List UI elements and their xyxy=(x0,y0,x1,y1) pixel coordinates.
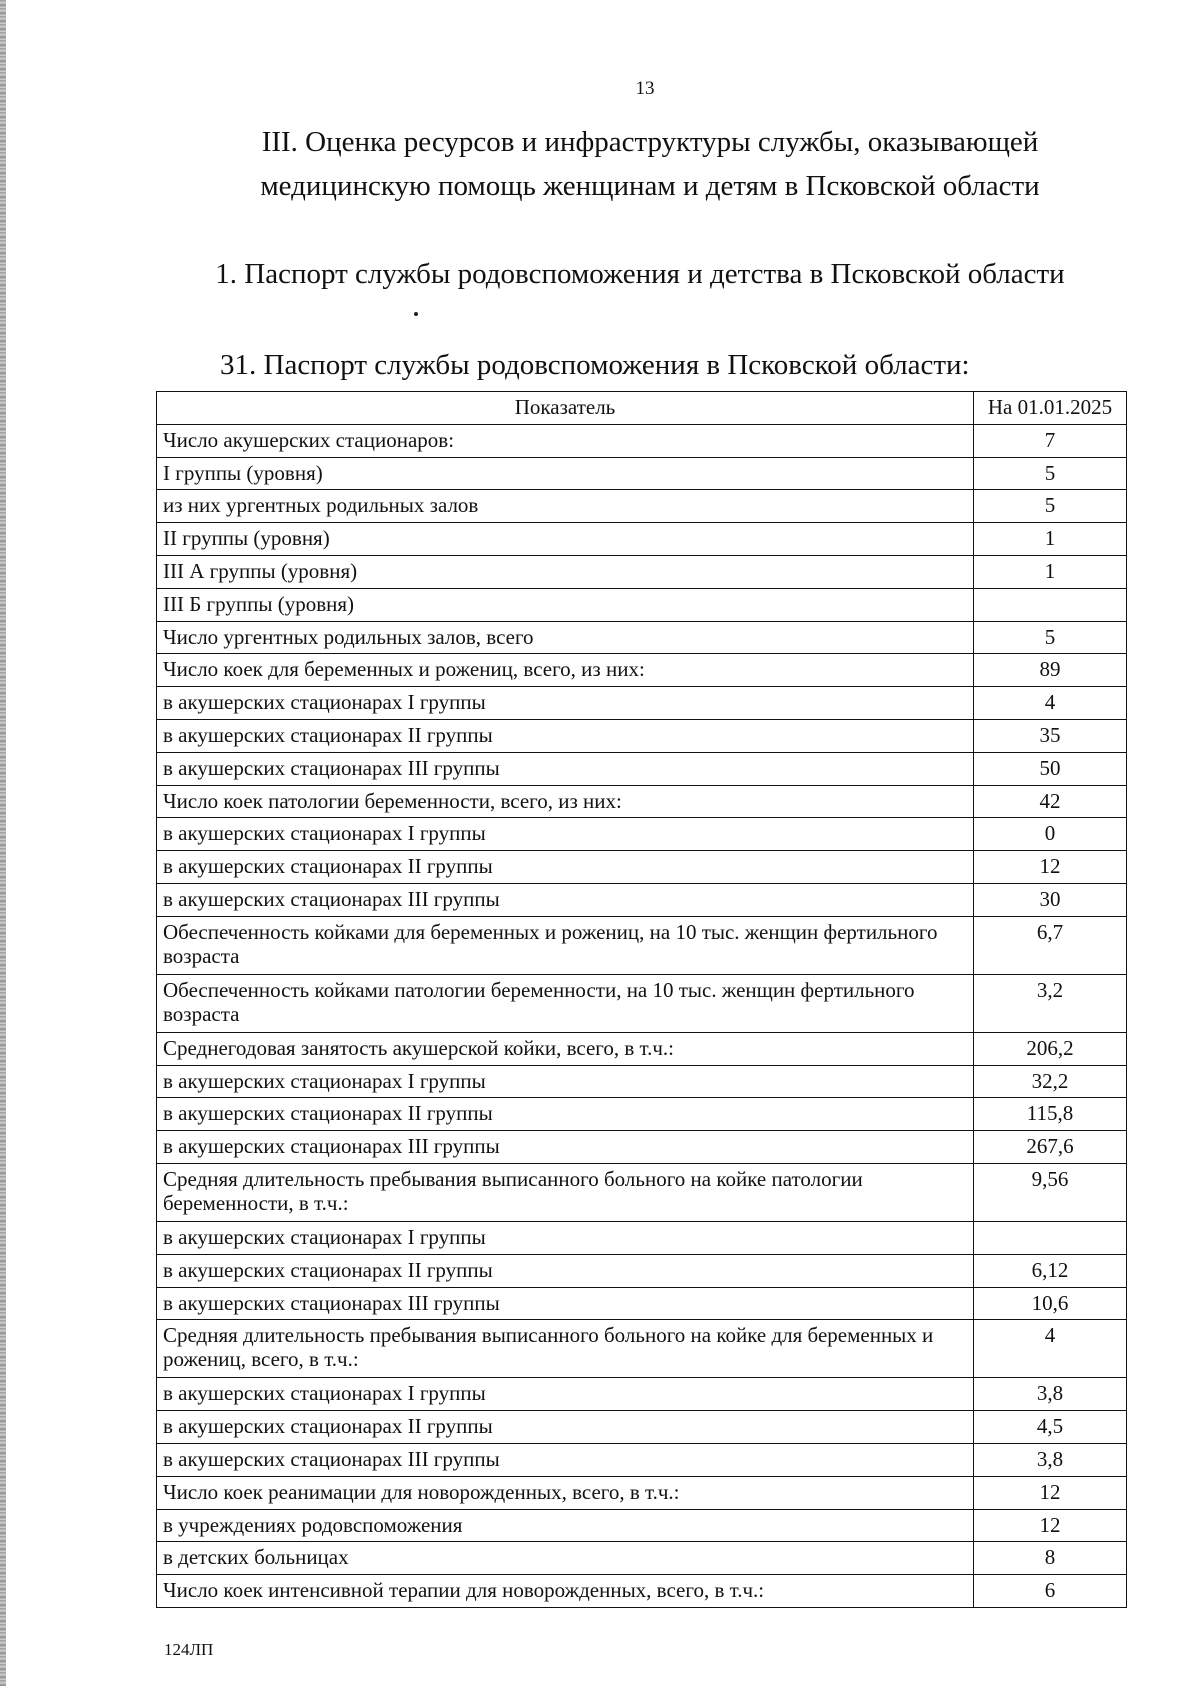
row-label: Число коек для беременных и рожениц, всего, из них: xyxy=(157,654,974,687)
row-label: Число акушерских стационаров: xyxy=(157,424,974,457)
row-label: I группы (уровня) xyxy=(157,457,974,490)
table-row xyxy=(157,1163,1127,1221)
row-label: Число ургентных родильных залов, всего xyxy=(157,621,974,654)
table-caption: 31. Паспорт службы родовспоможения в Псковской области: xyxy=(220,349,970,381)
row-value: 12 xyxy=(974,851,1127,884)
row-label: в акушерских стационарах III группы xyxy=(157,1443,974,1476)
row-label: в акушерских стационарах III группы xyxy=(157,1287,974,1320)
row-label: в акушерских стационарах III группы xyxy=(157,1131,974,1164)
row-value: 12 xyxy=(974,1509,1127,1542)
row-label: в акушерских стационарах II группы xyxy=(157,1098,974,1131)
row-label: Средняя длительность пребывания выписанного больного на койке для беременных и рожениц, всего, в т.ч.: xyxy=(157,1320,974,1378)
table-header-row xyxy=(157,392,1127,425)
row-label: в акушерских стационарах I группы xyxy=(157,1378,974,1411)
table-row xyxy=(157,1542,1127,1575)
row-value: 1 xyxy=(974,523,1127,556)
subsection-title: 1. Паспорт службы родовспоможения и детства в Псковской области xyxy=(215,258,1065,290)
table-row xyxy=(157,457,1127,490)
row-value: 115,8 xyxy=(974,1098,1127,1131)
row-value: 5 xyxy=(974,490,1127,523)
row-value: 0 xyxy=(974,818,1127,851)
row-value: 32,2 xyxy=(974,1065,1127,1098)
row-label: Обеспеченность койками для беременных и рожениц, на 10 тыс. женщин фертильного возраста xyxy=(157,916,974,974)
row-label: в акушерских стационарах II группы xyxy=(157,719,974,752)
row-value: 42 xyxy=(974,785,1127,818)
row-label: в акушерских стационарах I группы xyxy=(157,687,974,720)
row-value xyxy=(974,1221,1127,1254)
table-row xyxy=(157,490,1127,523)
table-row xyxy=(157,1221,1127,1254)
row-label: в акушерских стационарах II группы xyxy=(157,1411,974,1444)
table-row xyxy=(157,523,1127,556)
row-value: 3,2 xyxy=(974,974,1127,1032)
row-label: Обеспеченность койками патологии беременности, на 10 тыс. женщин фертильного возраста xyxy=(157,974,974,1032)
section-title: III. Оценка ресурсов и инфраструктуры службы, оказывающей медицинскую помощь женщинам и детям в Псковской области xyxy=(260,126,1040,202)
row-value: 5 xyxy=(974,457,1127,490)
row-value: 4 xyxy=(974,687,1127,720)
row-label: из них ургентных родильных залов xyxy=(157,490,974,523)
row-label: в акушерских стационарах II группы xyxy=(157,1254,974,1287)
table-row xyxy=(157,974,1127,1032)
table-row xyxy=(157,1098,1127,1131)
table-row xyxy=(157,785,1127,818)
table-row xyxy=(157,1131,1127,1164)
table-row xyxy=(157,1065,1127,1098)
table-row xyxy=(157,654,1127,687)
row-value: 89 xyxy=(974,654,1127,687)
row-value: 3,8 xyxy=(974,1443,1127,1476)
row-label: в акушерских стационарах I группы xyxy=(157,1221,974,1254)
row-value: 7 xyxy=(974,424,1127,457)
row-value: 30 xyxy=(974,883,1127,916)
row-label: в акушерских стационарах I группы xyxy=(157,818,974,851)
row-label: II группы (уровня) xyxy=(157,523,974,556)
row-label: Число коек реанимации для новорожденных, всего, в т.ч.: xyxy=(157,1476,974,1509)
row-value: 12 xyxy=(974,1476,1127,1509)
table-row xyxy=(157,555,1127,588)
table-row xyxy=(157,1476,1127,1509)
row-value: 4 xyxy=(974,1320,1127,1378)
row-value: 5 xyxy=(974,621,1127,654)
table-row xyxy=(157,1575,1127,1608)
table-row xyxy=(157,916,1127,974)
row-label: III А группы (уровня) xyxy=(157,555,974,588)
header-date: На 01.01.2025 xyxy=(974,392,1127,425)
scan-edge-artifact xyxy=(0,0,6,1686)
row-label: в акушерских стационарах III группы xyxy=(157,752,974,785)
row-value: 4,5 xyxy=(974,1411,1127,1444)
header-indicator: Показатель xyxy=(157,392,974,425)
stray-dot-mark xyxy=(414,312,418,316)
table-row xyxy=(157,1287,1127,1320)
row-value: 8 xyxy=(974,1542,1127,1575)
table-row xyxy=(157,851,1127,884)
table-row xyxy=(157,1411,1127,1444)
row-value: 10,6 xyxy=(974,1287,1127,1320)
row-label: III Б группы (уровня) xyxy=(157,588,974,621)
row-label: в учреждениях родовспоможения xyxy=(157,1509,974,1542)
table-row xyxy=(157,687,1127,720)
row-value: 35 xyxy=(974,719,1127,752)
table-row xyxy=(157,818,1127,851)
table-row xyxy=(157,1254,1127,1287)
row-value: 1 xyxy=(974,555,1127,588)
row-value xyxy=(974,588,1127,621)
row-label: в акушерских стационарах III группы xyxy=(157,883,974,916)
row-value: 3,8 xyxy=(974,1378,1127,1411)
row-value: 6,7 xyxy=(974,916,1127,974)
row-label: в акушерских стационарах II группы xyxy=(157,851,974,884)
table-row xyxy=(157,752,1127,785)
table-row xyxy=(157,424,1127,457)
passport-table xyxy=(156,391,1127,1608)
table-row xyxy=(157,588,1127,621)
table-row xyxy=(157,1443,1127,1476)
row-value: 206,2 xyxy=(974,1032,1127,1065)
document-code: 124ЛП xyxy=(164,1640,214,1659)
row-label: Среднегодовая занятость акушерской койки, всего, в т.ч.: xyxy=(157,1032,974,1065)
table-row xyxy=(157,1378,1127,1411)
table-row xyxy=(157,1320,1127,1378)
row-value: 6 xyxy=(974,1575,1127,1608)
row-label: в акушерских стационарах I группы xyxy=(157,1065,974,1098)
row-label: в детских больницах xyxy=(157,1542,974,1575)
row-label: Число коек интенсивной терапии для новорожденных, всего, в т.ч.: xyxy=(157,1575,974,1608)
row-value: 9,56 xyxy=(974,1163,1127,1221)
table-row xyxy=(157,1509,1127,1542)
table-row xyxy=(157,883,1127,916)
table-row xyxy=(157,1032,1127,1065)
row-value: 6,12 xyxy=(974,1254,1127,1287)
page-number: 13 xyxy=(635,78,655,99)
table-row xyxy=(157,621,1127,654)
table-row xyxy=(157,719,1127,752)
row-label: Средняя длительность пребывания выписанного больного на койке патологии беременности, в т.ч.: xyxy=(157,1163,974,1221)
row-value: 50 xyxy=(974,752,1127,785)
row-label: Число коек патологии беременности, всего, из них: xyxy=(157,785,974,818)
row-value: 267,6 xyxy=(974,1131,1127,1164)
